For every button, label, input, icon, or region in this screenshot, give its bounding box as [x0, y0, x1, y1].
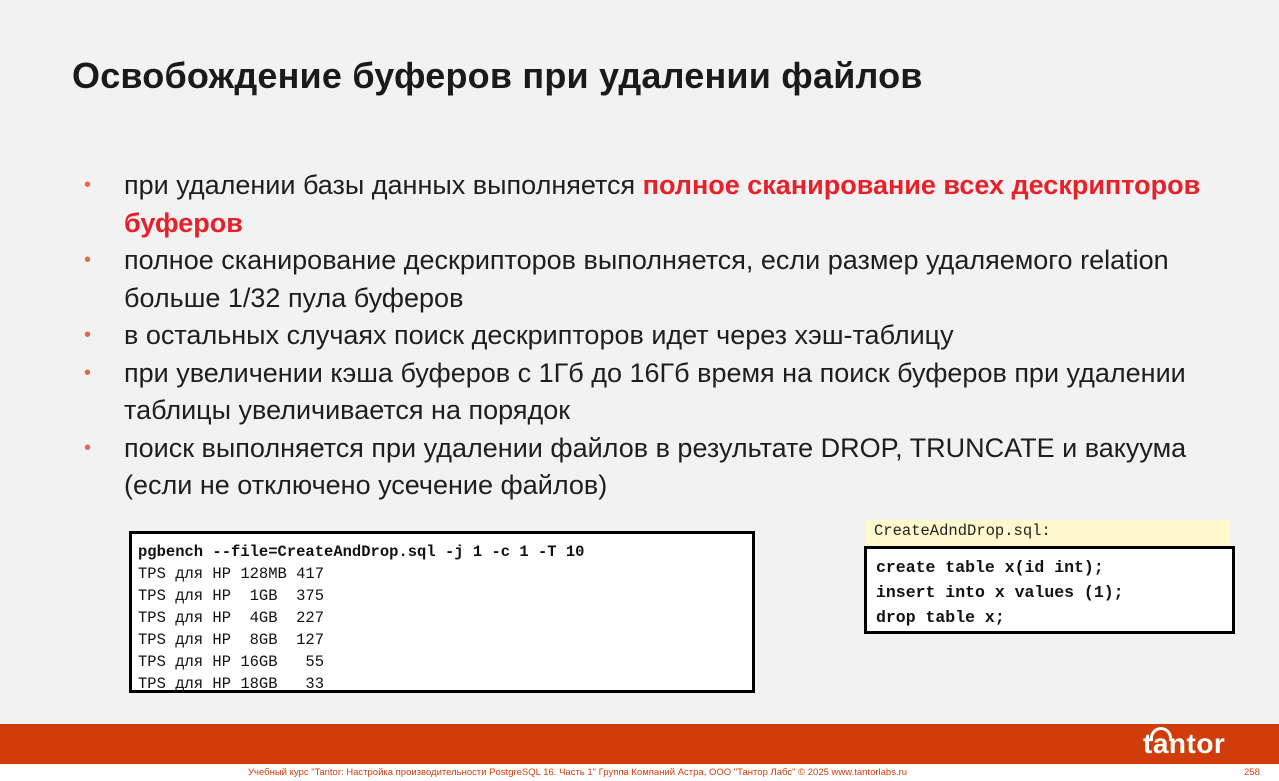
bullet-text: в остальных случаях поиск дескрипторов идет через хэш-таблицу	[124, 320, 954, 350]
sql-line: create table x(id int);	[876, 558, 1104, 577]
bullet-item	[84, 317, 1214, 355]
page-number: 258	[1244, 767, 1260, 778]
benchmark-code-block	[129, 531, 755, 693]
bullet-item	[84, 167, 1214, 242]
bullet-item	[84, 355, 1214, 430]
benchmark-command: pgbench --file=CreateAndDrop.sql -j 1 -c 1 -T 10	[138, 543, 585, 561]
slide-title: Освобождение буферов при удалении файлов	[72, 55, 923, 96]
sql-line: insert into x values (1);	[876, 583, 1124, 602]
sql-code-block	[864, 546, 1235, 634]
bullet-text: поиск выполняется при удалении файлов в результате DROP, TRUNCATE и вакуума (если не отключено усечение файлов)	[124, 432, 1187, 500]
bullet-item	[84, 242, 1214, 317]
bullet-list	[84, 167, 1214, 505]
footer-text: Учебный курс "Tantor: Настройка производительности PostgreSQL 16. Часть 1" Группа Компаний Астра, ООО "Тантор Лабс" © 2025 www.tantorlabs.ru	[248, 767, 908, 778]
footer-bar	[0, 724, 1279, 764]
bullet-highlight: полное сканирование всех дескрипторов буферов	[124, 170, 1201, 238]
tantor-logo: tantor	[1143, 728, 1226, 759]
bullet-text: при удалении базы данных выполняется	[124, 170, 643, 200]
bullet-marker: •	[84, 249, 92, 271]
bullet-marker: •	[84, 324, 92, 346]
bullet-marker: •	[84, 174, 92, 196]
benchmark-result-line: TPS для HP 8GB 127	[138, 631, 325, 649]
sql-line: drop table x;	[876, 608, 1005, 627]
bullet-marker: •	[84, 361, 92, 384]
benchmark-result-line: TPS для HP 4GB 227	[138, 609, 325, 627]
benchmark-result-line: TPS для HP 128MB 417	[138, 565, 325, 583]
bullet-item	[84, 430, 1214, 505]
benchmark-result-line: TPS для HP 18GB 33	[138, 675, 325, 693]
bullet-marker: •	[84, 436, 92, 459]
benchmark-result-line: TPS для HP 1GB 375	[138, 587, 325, 605]
bullet-text: при увеличении кэша буферов с 1Гб до 16Гб время на поиск буферов при удалении таблицы увеличивается на порядок	[124, 357, 1186, 425]
bullet-text: полное сканирование дескрипторов выполняется, если размер удаляемого relation больше 1/32 пула буферов	[124, 245, 1169, 313]
benchmark-result-line: TPS для HP 16GB 55	[138, 653, 325, 671]
sql-file-label: CreateAdndDrop.sql:	[866, 520, 1230, 546]
